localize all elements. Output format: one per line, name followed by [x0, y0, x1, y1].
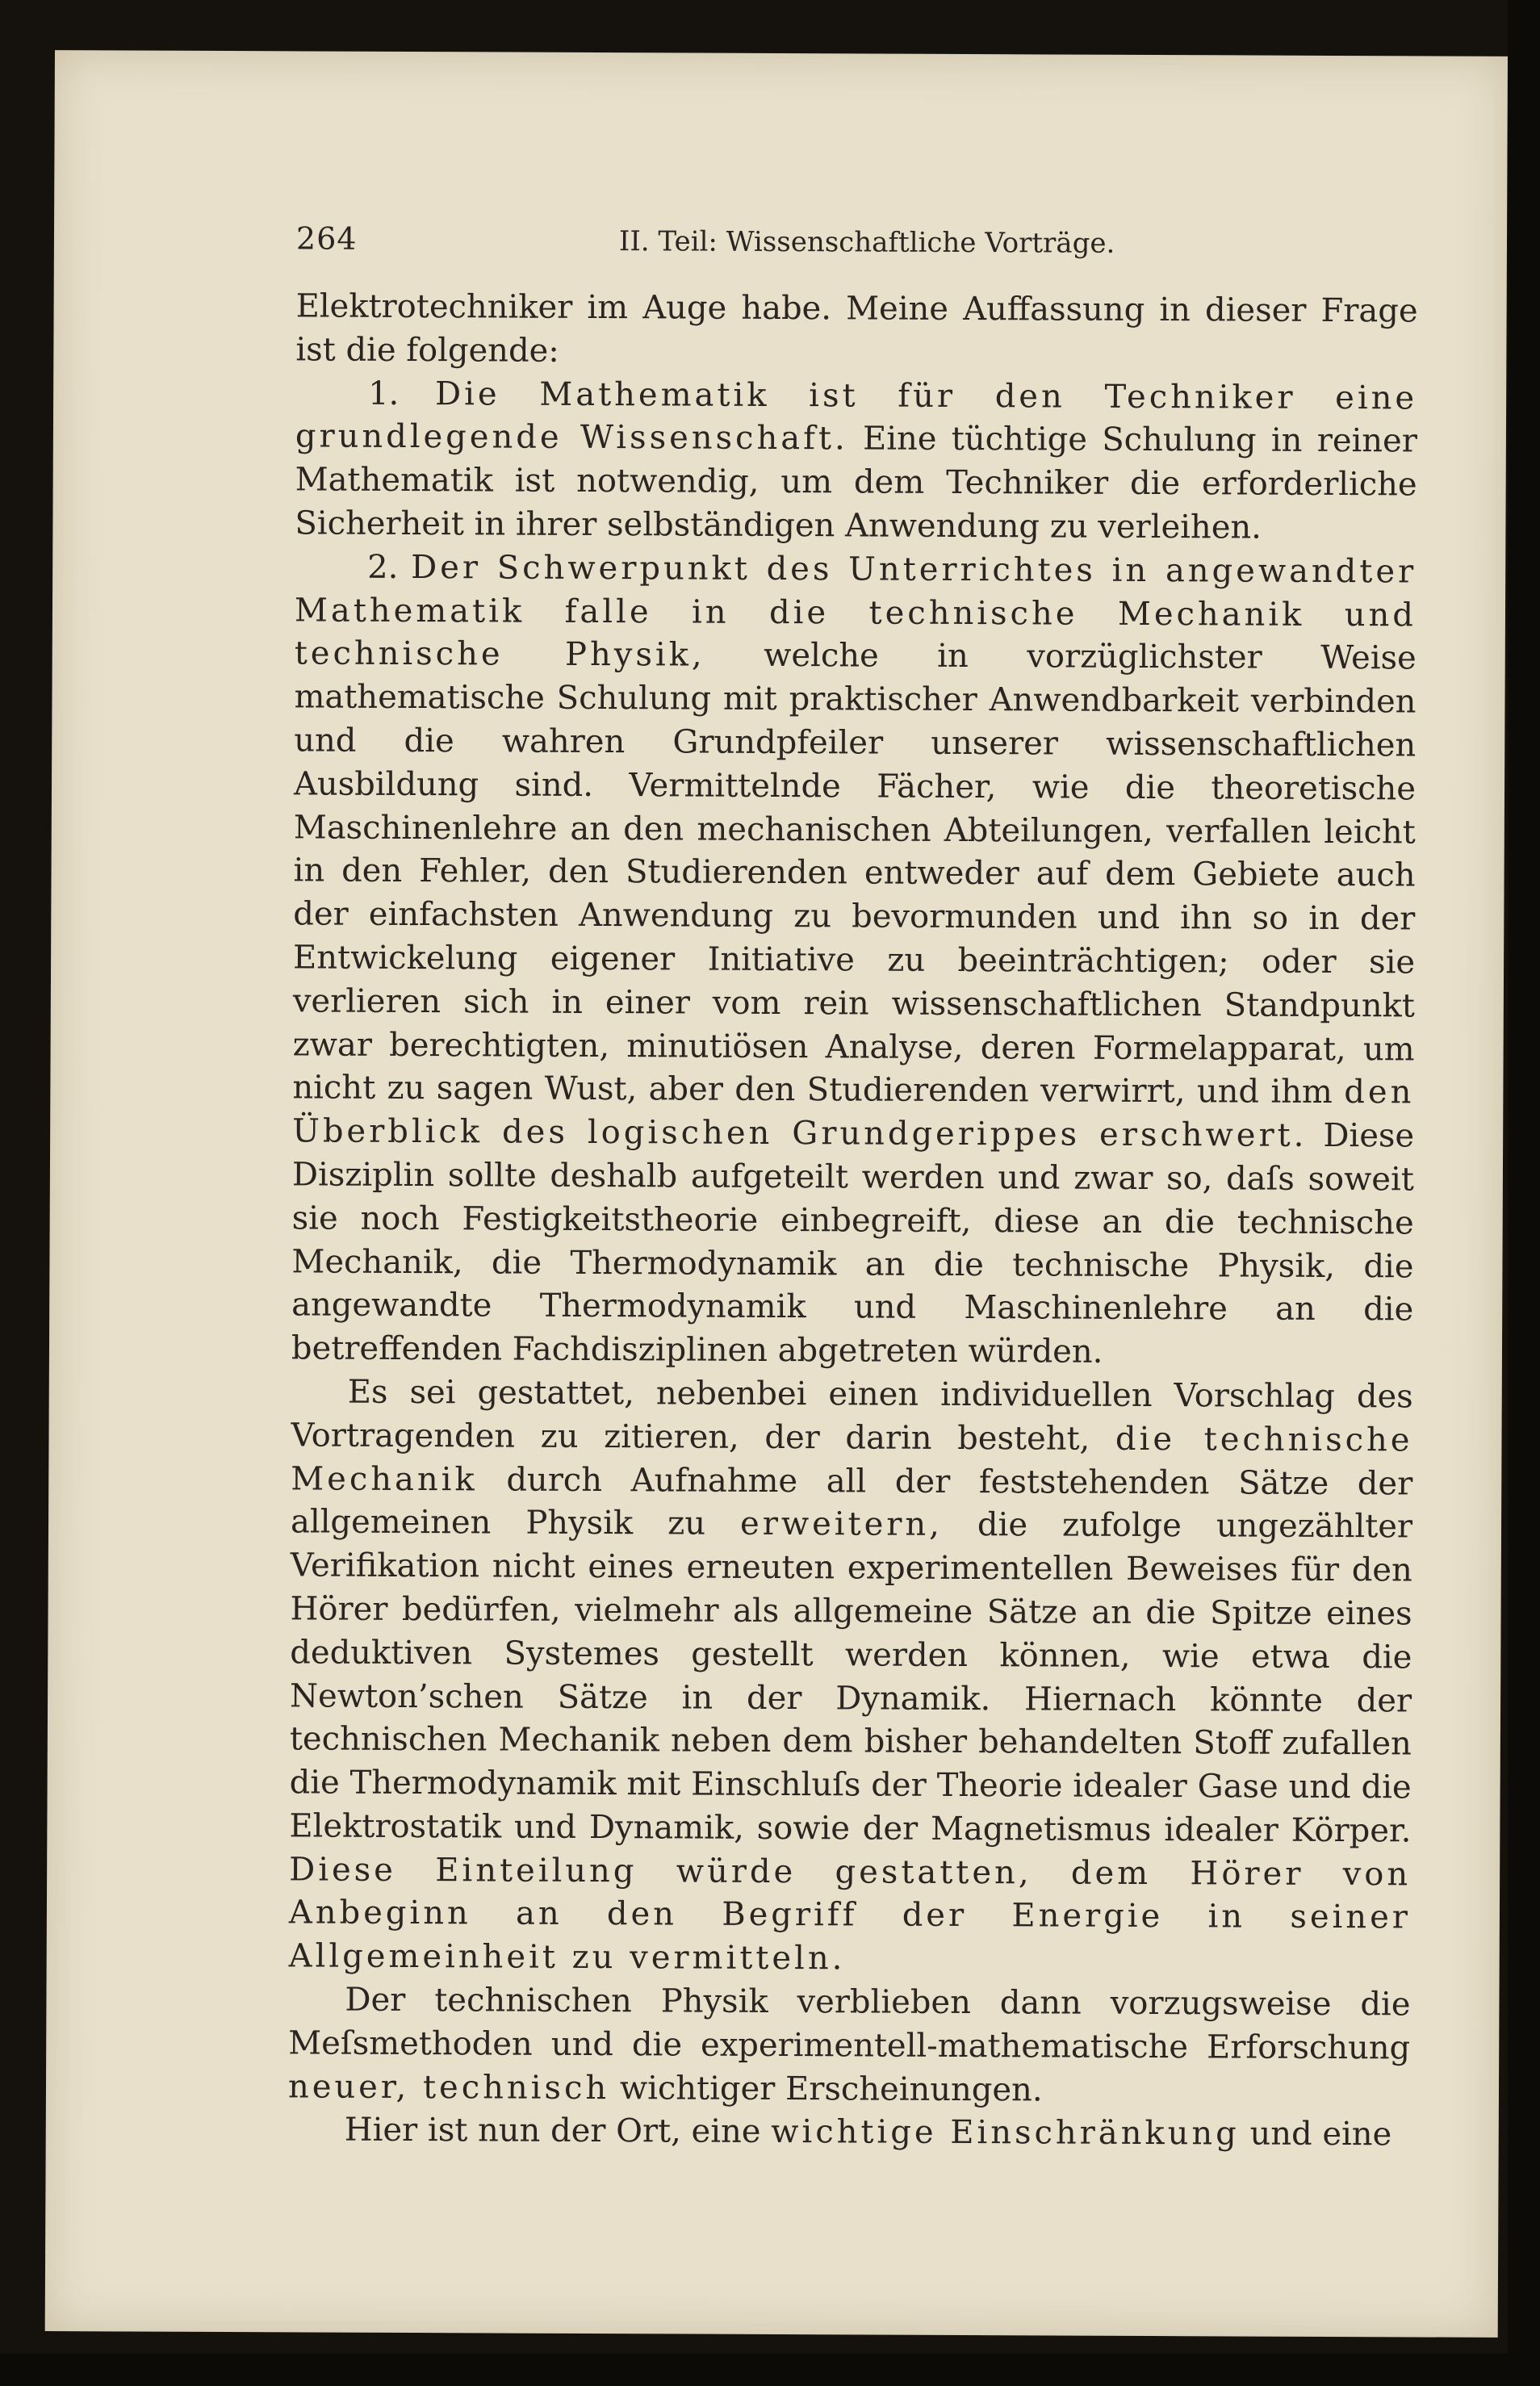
p6-text-b: und eine	[1249, 2116, 1392, 2154]
p6-text-a: Hier ist nun der Ort, eine	[344, 2112, 761, 2151]
p4-spaced-text-3: Diese Einteilung würde gestatten, dem Hörer von Anbeginn an den Begriff der Energie in seiner Allgemeinheit zu vermitteln.	[288, 1851, 1412, 1978]
p5-text-b: wichtiger Erscheinungen.	[619, 2069, 1043, 2109]
body-text	[288, 285, 1418, 2157]
p3-text-b: Diese Disziplin sollte deshalb aufgeteilt werden und zwar so, daſs soweit sie noch Festigkeitstheorie einbegreift, diese an die technische Mechanik, die Thermodynamik an die technische Physik, die angewandte Thermodynamik und Maschinenlehre an die betreffenden Fachdisziplinen abgetreten würden.	[291, 1117, 1415, 1371]
p6-spaced-text: wichtige Einschränkung	[771, 2113, 1240, 2153]
page-number: 264	[295, 220, 358, 257]
p4-text-a: Es sei gestattet, nebenbei einen individuellen Vorschlag des Vortragenden zu zitieren, der darin besteht,	[291, 1373, 1413, 1458]
paragraph-4	[289, 1371, 1413, 1983]
p5-text-a: Der technischen Physik verblieben dann vorzugsweise die Meſsmethoden und die experimentell-mathematische Erforschung	[288, 1981, 1411, 2067]
p2-spaced-text: Die Mathematik ist für den Techniker eine grundlegende Wissenschaft.	[295, 375, 1418, 458]
page-header	[296, 220, 1426, 274]
p4-text-c: die zufolge ungezählter Verifikation nicht eines erneuten experimentellen Beweises für den Hörer bedürfen, vielmehr als allgemeine Sätze an die Spitze eines deduktiven Systemes gestellt werden können, wie etwa die Newton’schen Sätze in der Dynamik. Hiernach könnte der technischen Mechanik neben dem bisher behandelten Stoff zufallen die Thermodynamik mit Einschluſs der Theorie idealer Gase und die Elektrostatik und Dynamik, sowie der Magnetismus idealer Körper.	[289, 1506, 1413, 1850]
p4-spaced-text-2: erweitern,	[740, 1505, 944, 1544]
scan-border-bottom	[0, 2354, 1540, 2386]
p2-number: 1.	[368, 375, 400, 412]
p3-spaced-text-2: den Überblick des logischen Grundgerippes erschwert.	[292, 1074, 1415, 1154]
p1-text: Elektrotechniker im Auge habe. Meine Auffassung in dieser Frage ist die folgende:	[295, 287, 1418, 370]
p2-rest-text: Eine tüchtige Schulung in reiner Mathematik ist notwendig, um dem Techniker die erforderliche Sicherheit in ihrer selbständigen Anwendung zu verleihen.	[295, 420, 1418, 546]
p4-spaced-text-1: die technische Mechanik	[291, 1420, 1413, 1498]
paragraph-5	[288, 1978, 1411, 2113]
paragraph-3	[291, 546, 1417, 1375]
paragraph-6	[288, 2109, 1410, 2158]
scan-border-right	[1508, 0, 1540, 2386]
p3-text-a: welche in vorzüglichster Weise mathematische Schulung mit praktischer Anwendbarkeit verbinden und die wahren Grundpfeiler unserer wissenschaftlichen Ausbildung sind. Vermittelnde Fächer, wie die theoretische Maschinenlehre an den mechanischen Abteilungen, verfallen leicht in den Fehler, den Studierenden entweder auf dem Gebiete auch der einfachsten Anwendung zu bevormunden und ihn so in der Entwickelung eigener Initiative zu beeinträchtigen; oder sie verlieren sich in einer vom rein wissenschaftlichen Standpunkt zwar berechtigten, minutiösen Analyse, deren Formelapparat, um nicht zu sagen Wust, aber den Studierenden verwirrt, und ihm	[292, 637, 1417, 1111]
paragraph-1	[295, 285, 1417, 377]
running-head: II. Teil: Wissenschaftliche Vorträge.	[618, 225, 1115, 260]
book-page	[45, 50, 1508, 2338]
p3-spaced-text: Der Schwerpunkt des Unterrichtes in angewandter Mathematik falle in die technische Mechanik und technische Physik,	[294, 548, 1417, 674]
paragraph-2	[295, 372, 1417, 550]
p5-spaced-text: neuer, technisch	[287, 2068, 610, 2107]
p3-number: 2.	[367, 548, 399, 586]
p4-text-b: durch Aufnahme all der feststehenden Sätze der allgemeinen Physik zu	[290, 1461, 1413, 1543]
